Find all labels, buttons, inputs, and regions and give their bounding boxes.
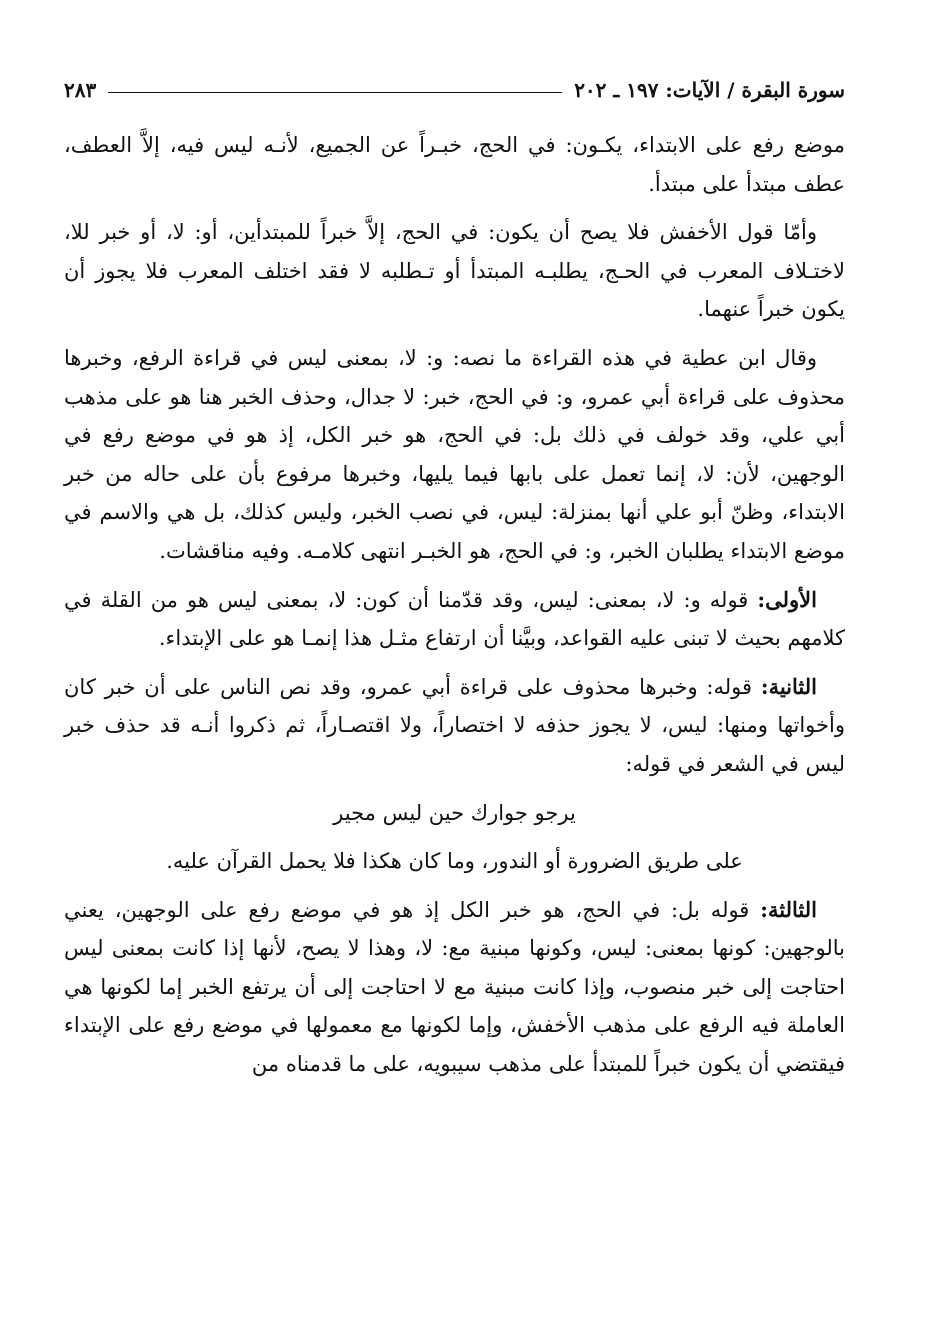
paragraph-2: وأمّا قول الأخفش فلا يصح أن يكون: في الحج، إلاَّ خبراً للمبتدأين، أو: لا، أو خبر للا، لاختـلاف المعرب في الحـج، يطلبـه المبتدأ أو تـطلبه لا فقد اختلف المعرب فلا يجوز أن يكون خبراً عنهما. [64, 220, 845, 322]
paragraph-3: وقال ابن عطية في هذه القراءة ما نصه: و: لا، بمعنى ليس في قراءة الرفع، وخبرها محذوف على قراءة أبي عمرو، و: في الحج، خبر: لا جدال، وحذف الخبر هنا هو على مذهب أبي علي، وقد خولف في ذلك بل: في الحج، هو خبر الكل، إذ هو في موضع رفع في الوجهين، لأن: لا، إنما تعمل على بابها فيما يليها، وخبرها مرفوع بأن على حاله من خبر الابتداء، وظنّ أبو علي أنها بمنزلة: ليس، في نصب الخبر، وليس كذلك، بل هي والاسم في موضع الابتداء يطلبان الخبر، و: في الحج، هو الخبـر انتهى كلامـه. وفيه مناقشات. [64, 345, 845, 563]
paragraph-after-verse: على طريق الضرورة أو الندور، وما كان هكذا فلا يحمل القرآن عليه. [166, 849, 743, 874]
running-header [64, 70, 845, 110]
poetry-verse: يرجو جوارك حين ليس مجير [333, 800, 576, 825]
paragraph-6-lead: الثالثة: [760, 896, 817, 922]
paragraph-1: موضع رفع على الابتداء، يكـون: في الحج، خبـراً عن الجميع، لأنـه ليس فيه، إلاَّ العطف، عطف مبتدأ على مبتدأ. [64, 133, 845, 196]
page-number: ٢٨٣ [64, 78, 97, 102]
paragraph-6-text: قوله بل: في الحج، هو خبر الكل إذ هو في موضع رفع على الوجهين، يعني بالوجهين: كونها بمعنى: ليس، وكونها مبنية مع: لا، وهذا لا يصح، لأنها إذا كانت بمعنى ليس احتاجت إلى خبر منصوب، وإذا كانت مبنية مع لا احتاجت إلى أن يرتفع الخبر إما لكونها هي العاملة فيه الرفع على مذهب الأخفش، وإما لكونها مع معمولها في موضع رفع على الإبتداء فيقتضي أن يكون خبراً للمبتدأ على مذهب سيبويه، على ما قدمناه من [64, 897, 845, 1077]
paragraph-5 [64, 668, 845, 784]
paragraph-4 [64, 581, 845, 658]
paragraph-5-text: قوله: وخبرها محذوف على قراءة أبي عمرو، وقد نص الناس على أن خبر كان وأخواتها ومنها: ليس، لا يجوز حذفه لا اختصاراً، ولا اقتصـاراً، ثم ذكروا أنـه قد حذف خبر ليس في الشعر في قوله: [64, 674, 845, 776]
header-rule [108, 92, 562, 93]
body-text [64, 126, 845, 1084]
paragraph-4-text: قوله و: لا، بمعنى: ليس، وقد قدّمنا أن كون: لا، بمعنى ليس هو من القلة في كلامهم بحيث لا تبنى عليه القواعد، وبيَّنا أن ارتفاع مثـل هذا إنمـا هو على الإبتداء. [64, 587, 845, 651]
paragraph-4-lead: الأولى: [757, 586, 817, 612]
header-title: سورة البقرة / الآيات: ١٩٧ ـ ٢٠٢ [574, 78, 845, 102]
paragraph-5-lead: الثانية: [760, 673, 817, 699]
paragraph-6 [64, 891, 845, 1084]
